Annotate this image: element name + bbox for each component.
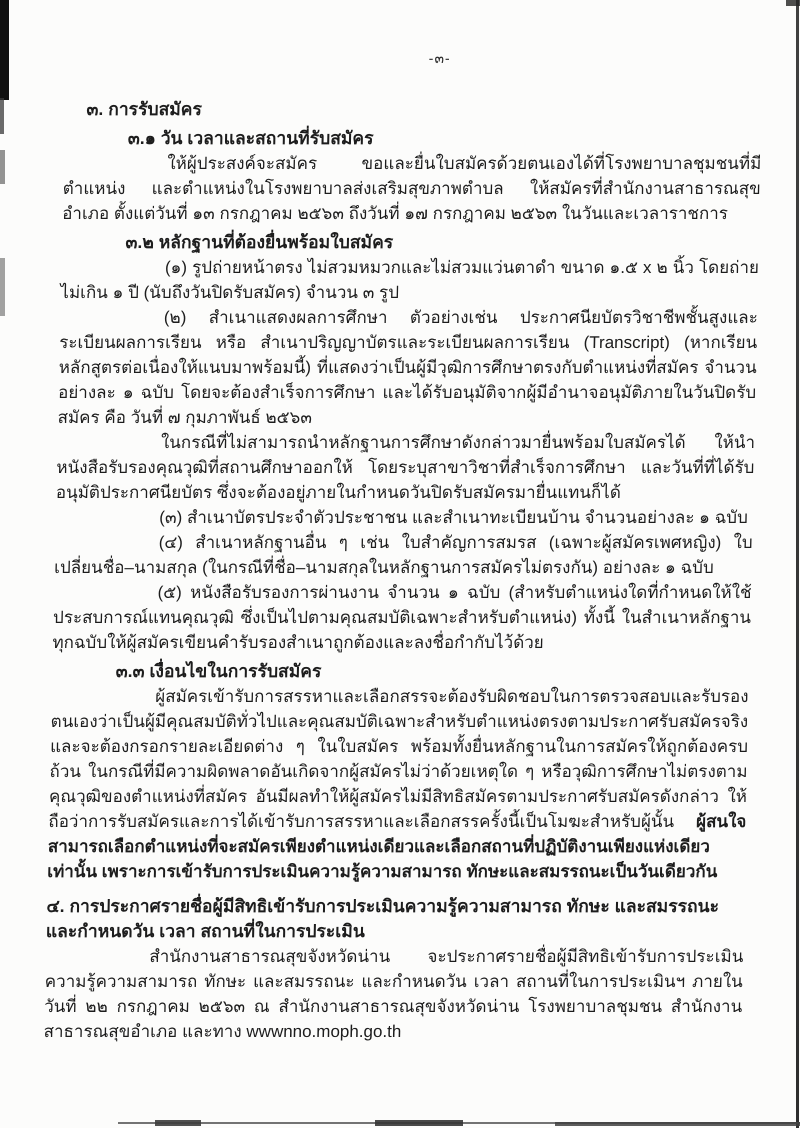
- evidence-item-4: (๔) สำเนาหลักฐานอื่น ๆ เช่น ใบสำคัญการสมรส (เฉพาะผู้สมัครเพศหญิง) ใบเปลี่ยนชื่อ–นามสกุล (ในกรณีที่ชื่อ–นามสกุลในหลักฐานการสมัครไม่ตรงกัน) อย่างละ ๑ ฉบับ: [53, 533, 753, 577]
- section-3-1-paragraph: ให้ผู้ประสงค์จะสมัคร ขอและยื่นใบสมัครด้วยตนเองได้ที่โรงพยาบาลชุมชนที่มีตำแหน่ง และตำแหน่งในโรงพยาบาลส่งเสริมสุขภาพตำบล ให้สมัครที่สำนักงานสาธารณสุขอำเภอ ตั้งแต่วันที่ ๑๓ กรกฎาคม ๒๕๖๓ ถึงวันที่ ๑๗ กรกฎาคม ๒๕๖๓ ในวันและเวลาราชการ: [61, 154, 762, 223]
- evidence-item-3: (๓) สำเนาบัตรประจำตัวประชาชน และสำเนาทะเบียนบ้าน จำนวนอย่างละ ๑ ฉบับ: [159, 508, 749, 527]
- page-number: -๓-: [428, 50, 451, 66]
- conditions-text: ผู้สมัครเข้ารับการสรรหาและเลือกสรรจะต้องรับผิดชอบในการตรวจสอบและรับรองตนเองว่าเป็นผู้มีคุณสมบัติทั่วไปและคุณสมบัติเฉพาะสำหรับตำแหน่งตรงตามประกาศรับสมัครจริง และจะต้องกรอกรายละเอียดต่าง ๆ ในใบสมัคร พร้อมทั้งยื่นหลักฐานในการสมัครให้ถูกต้องครบถ้วน ในกรณีที่มีความผิดพลาดอันเกิดจากผู้สมัครไม่ว่าด้วยเหตุใด ๆ หรือวุฒิการศึกษาไม่ตรงตามคุณวุฒิของตำแหน่งที่สมัคร อันมีผลทำให้ผู้สมัครไม่มีสิทธิสมัครตามประกาศรับสมัครดังกล่าว ให้ถือว่าการรับสมัครและการได้เข้ารับการสรรหาและเลือกสรรครั้งนี้เป็นโมฆะสำหรับผู้นั้น: [48, 687, 749, 831]
- scan-artifact-corner: [786, 0, 800, 6]
- scan-artifact-left-speck: [0, 258, 5, 316]
- section-3-3-paragraph: [47, 684, 750, 884]
- section-3-2-heading: ๓.๒ หลักฐานที่ต้องยื่นพร้อมใบสมัคร: [125, 232, 394, 252]
- evidence-item-1: (๑) รูปถ่ายหน้าตรง ไม่สวมหมวกและไม่สวมแว่นตาดำ ขนาด ๑.๕ x ๒ นิ้ว โดยถ่ายไม่เกิน ๑ ปี (นับถึงวันปิดรับสมัคร) จำนวน ๓ รูป: [60, 258, 760, 302]
- section-4-paragraph: [43, 944, 743, 1044]
- scan-artifact-right-edge: [796, 0, 799, 1128]
- scan-artifact-left-wedge: [0, 0, 9, 100]
- scan-artifact-left-speck: [0, 150, 5, 184]
- evidence-note: ในกรณีที่ไม่สามารถนำหลักฐานการศึกษาดังกล่าวมายื่นพร้อมใบสมัครได้ ให้นำหนังสือรับรองคุณวุฒิที่สถานศึกษาออกให้ โดยระบุสาขาวิชาที่สำเร็จการศึกษา และวันที่ที่ได้รับอนุมัติประกาศนียบัตร ซึ่งจะต้องอยู่ภายในกำหนดวันปิดรับสมัครมายื่นแทนก็ได้: [55, 433, 756, 502]
- section-3-3-heading: ๓.๓ เงื่อนไขในการรับสมัคร: [115, 661, 322, 681]
- announcement-text: สำนักงานสาธารณสุขจังหวัดน่าน จะประกาศรายชื่อผู้มีสิทธิเข้ารับการประเมินความรู้ความสามารถ ทักษะ และสมรรถนะ และกำหนดวัน เวลา สถานที่ในการประเมินฯ ภายในวันที่ ๒๒ กรกฎาคม ๒๕๖๓ ณ สำนักงานสาธารณสุขจังหวัดน่าน โรงพยาบาลชุมชน สำนักงานสาธารณสุขอำเภอ และทาง: [43, 947, 744, 1041]
- section-4-heading: ๔. การประกาศรายชื่อผู้มีสิทธิเข้ารับการประเมินความรู้ความสามารถ ทักษะ และสมรรถนะ และกำหนดวัน เวลา สถานที่ในการประเมิน: [45, 896, 720, 941]
- scan-artifact-bottom-blob: [555, 1122, 800, 1126]
- announcement-url-text: wwwnno.moph.go.th: [246, 1022, 402, 1041]
- section-3-heading: ๓. การรับสมัคร: [86, 99, 203, 119]
- scan-artifact-left-tail: [0, 98, 4, 134]
- conditions-emphasis-text: ผู้สนใจสามารถเลือกตำแหน่งที่จะสมัครเพียงตำแหน่งเดียวและเลือกสถานที่ปฏิบัติงานเพียงแห่งเดียวเท่านั้น เพราะการเข้ารับการประเมินความรู้ความสามารถ ทักษะและสมรรถนะเป็นวันเดียวกัน: [47, 812, 747, 881]
- evidence-item-2: (๒) สำเนาแสดงผลการศึกษา ตัวอย่างเช่น ประกาศนียบัตรวิชาชีพชั้นสูงและระเบียนผลการเรียน หรือ สำเนาปริญญาบัตรและระเบียนผลการเรียน (Transcript) (หากเรียนหลักสูตรต่อเนื่องให้แนบมาพร้อมนี้) ที่แสดงว่าเป็นผู้มีวุฒิการศึกษาตรงกับตำแหน่งที่สมัคร จำนวนอย่างละ ๑ ฉบับ โดยจะต้องสำเร็จการศึกษา และได้รับอนุมัติจากผู้มีอำนาจอนุมัติภายในวันปิดรับสมัคร คือ วันที่ ๗ กุมภาพันธ์ ๒๕๖๓: [57, 308, 759, 427]
- scan-artifact-bottom-blob: [375, 1120, 463, 1126]
- section-3-1-heading: ๓.๑ วัน เวลาและสถานที่รับสมัคร: [127, 128, 374, 148]
- scan-artifact-bottom-blob: [155, 1120, 201, 1126]
- document-body: [43, 46, 764, 1044]
- scan-artifact-bottom-edge: [118, 1122, 800, 1124]
- evidence-item-5: (๕) หนังสือรับรองการผ่านงาน จำนวน ๑ ฉบับ (สำหรับตำแหน่งใดที่กำหนดให้ใช้ประสบการณ์แทนคุณวุฒิ ซึ่งเป็นไปตามคุณสมบัติเฉพาะสำหรับตำแหน่ง) ทั้งนี้ ในสำเนาหลักฐานทุกฉบับให้ผู้สมัครเขียนคำรับรองสำเนาถูกต้องและลงชื่อกำกับไว้ด้วย: [52, 583, 752, 652]
